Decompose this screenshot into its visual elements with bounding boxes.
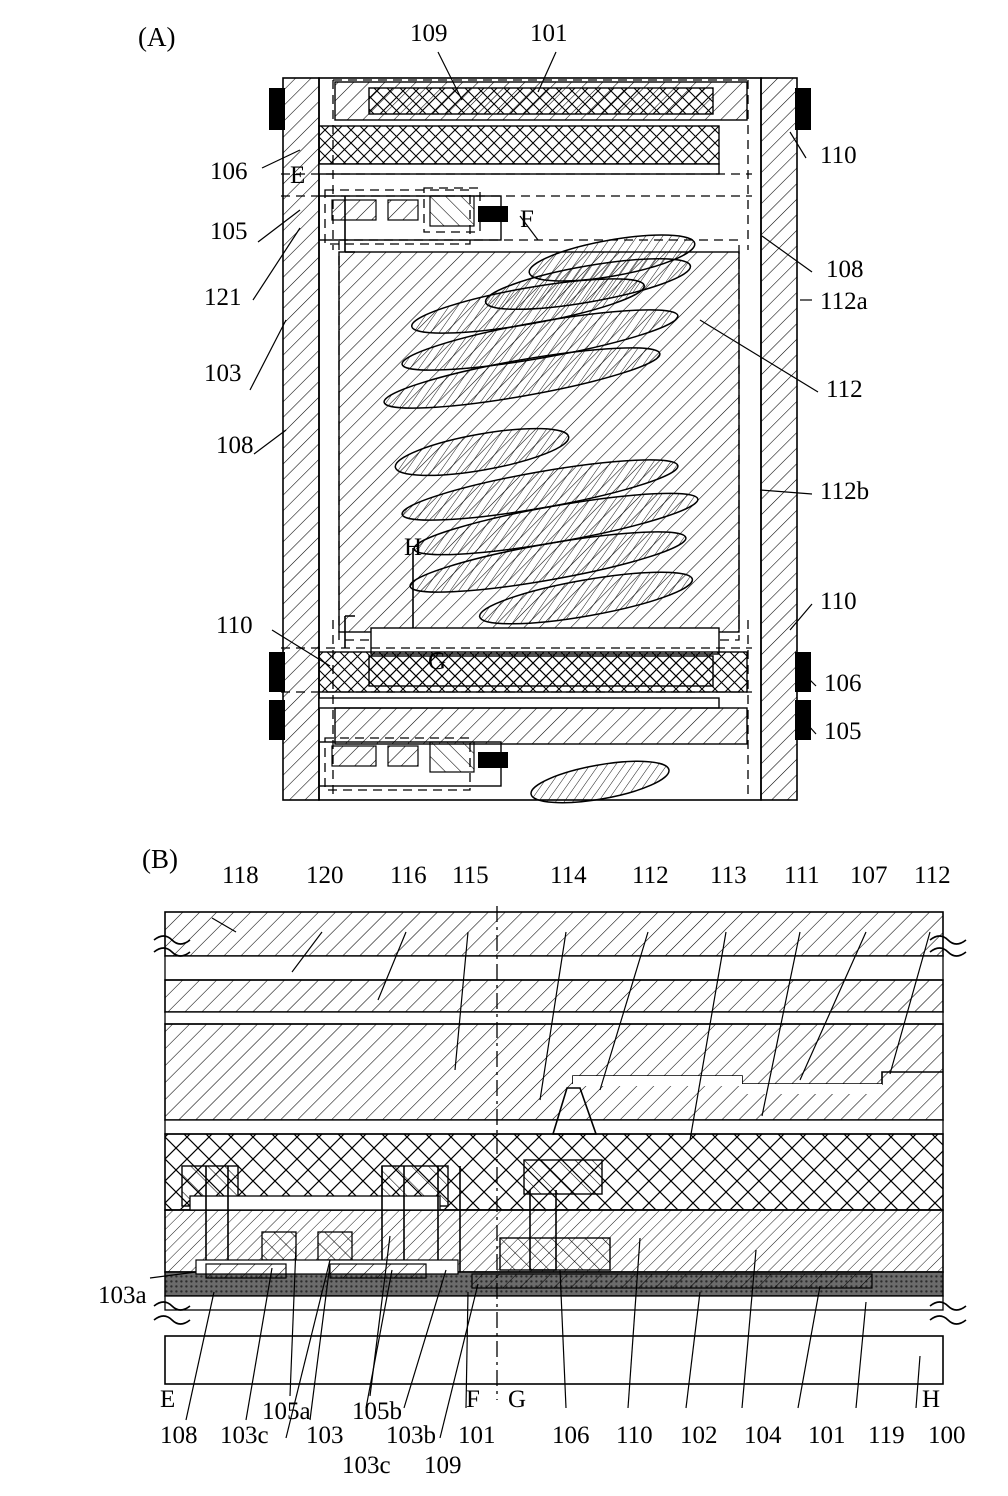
label-a-105: 105 [210,218,248,245]
panel-b-tag: (B) [142,844,178,874]
label-b-110: 110 [616,1422,653,1449]
label-a-106-right: 106 [824,670,862,697]
label-b-114: 114 [550,862,587,889]
label-b-112-left: 112 [632,862,669,889]
label-b-111: 111 [784,862,820,889]
label-b-112-right: 112 [914,862,951,889]
section-mark-f: F [520,206,534,233]
label-b-115: 115 [452,862,489,889]
label-b-105b: 105b [352,1398,402,1425]
label-b-107: 107 [850,862,888,889]
panel-a-tag: (A) [138,22,176,52]
label-b-104: 104 [744,1422,782,1449]
label-b-109: 109 [424,1452,462,1479]
label-a-109: 109 [410,20,448,47]
label-a-112: 112 [826,376,863,403]
label-b-103c-1: 103c [220,1422,269,1449]
label-b-100: 100 [928,1422,966,1449]
label-b-section-f: F [466,1386,480,1413]
label-a-106: 106 [210,158,248,185]
label-b-118: 118 [222,862,259,889]
label-b-103c-2: 103c [342,1452,391,1479]
label-b-108: 108 [160,1422,198,1449]
label-b-106: 106 [552,1422,590,1449]
label-a-101: 101 [530,20,568,47]
label-a-112b: 112b [820,478,870,505]
label-a-110-left: 110 [216,612,253,639]
label-b-section-g: G [508,1386,527,1413]
label-b-105a: 105a [262,1398,311,1425]
label-a-103: 103 [204,360,242,387]
label-b-section-h: H [922,1386,941,1413]
label-b-101-right: 101 [808,1422,846,1449]
label-b-113: 113 [710,862,747,889]
label-b-103b: 103b [386,1422,436,1449]
label-b-119: 119 [868,1422,905,1449]
label-b-120: 120 [306,862,344,889]
label-b-101-left: 101 [458,1422,496,1449]
label-a-110-top-right: 110 [820,142,857,169]
label-b-102: 102 [680,1422,718,1449]
section-mark-g: G [428,648,447,675]
section-mark-e: E [290,162,306,189]
label-b-section-e: E [160,1386,176,1413]
label-b-103a: 103a [98,1282,147,1309]
label-a-112a: 112a [820,288,868,315]
label-b-103: 103 [306,1422,344,1449]
label-a-110-bottom-right: 110 [820,588,857,615]
section-mark-h: H [404,534,423,561]
figure-panel-b [0,840,1008,1496]
label-a-121: 121 [204,284,242,311]
label-a-108-left: 108 [216,432,254,459]
label-a-105-right: 105 [824,718,862,745]
label-b-116: 116 [390,862,427,889]
label-a-108-right: 108 [826,256,864,283]
